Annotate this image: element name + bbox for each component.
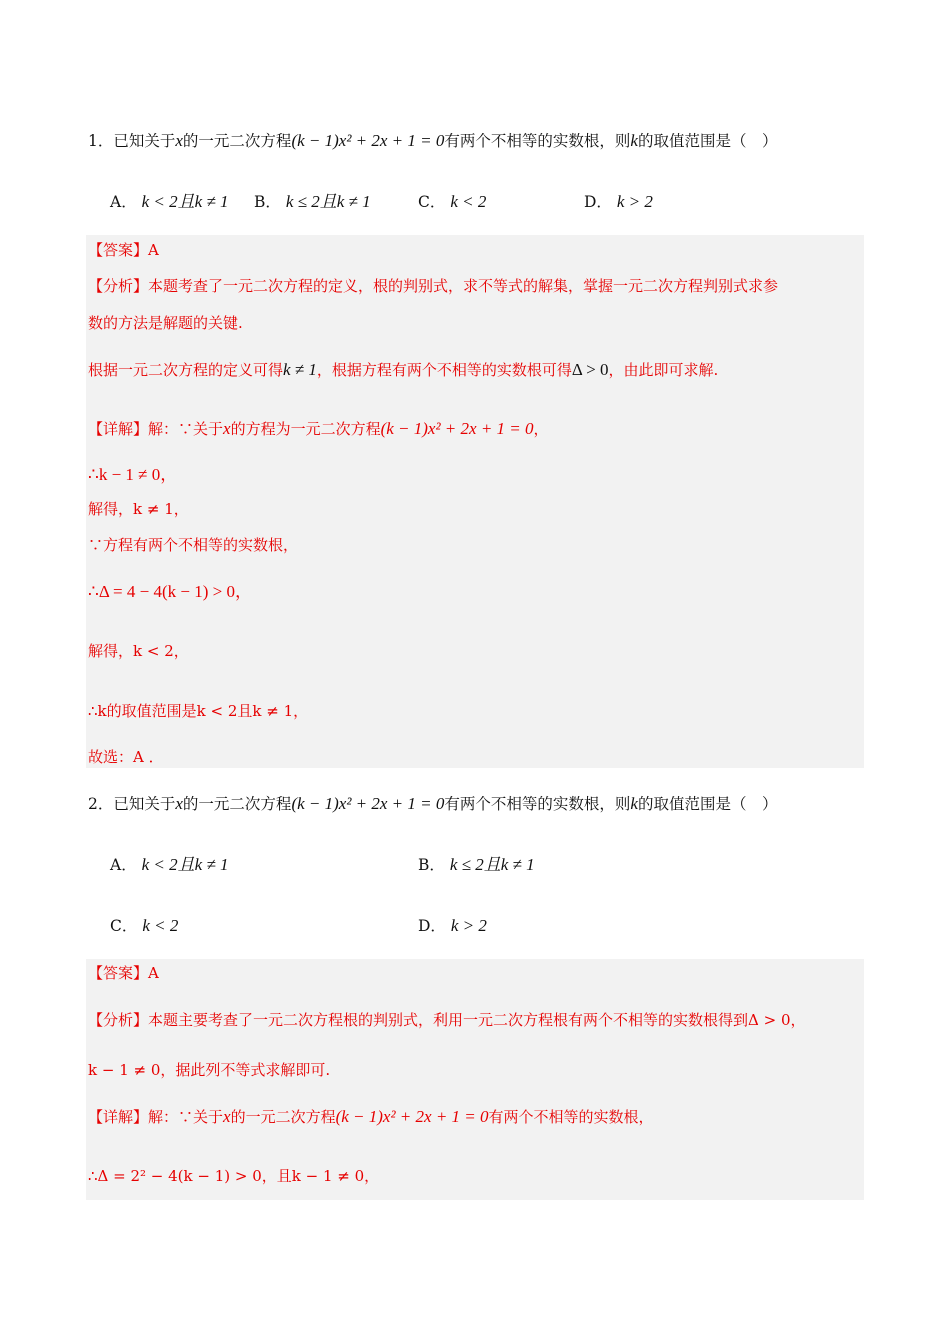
q1-step-7: 故选：A ． — [88, 748, 164, 766]
option-text: k ≤ 2且k ≠ 1 — [449, 855, 535, 874]
q1-detail-line — [88, 419, 549, 439]
q2-detail-line — [88, 1107, 654, 1127]
option-text: k ≤ 2且k ≠ 1 — [285, 192, 371, 211]
q1-stem-part: 1．已知关于 — [88, 132, 176, 150]
q1-option-d[interactable] — [584, 192, 653, 212]
q1-stem-part: 的取值范围是（ ） — [637, 132, 778, 150]
q1-analysis-part: ，由此即可求解. — [608, 361, 719, 379]
q1-detail-part: ， — [533, 420, 549, 438]
q2-stem-part: 有两个不相等的实数根，则 — [444, 795, 631, 813]
q2-option-d[interactable] — [418, 916, 487, 936]
question-1-stem — [88, 131, 777, 151]
q1-var-k: k — [630, 131, 638, 150]
q1-step-5: 解得，k < 2， — [88, 642, 189, 660]
q2-analysis-line-1: 【分析】本题主要考查了一元二次方程根的判别式，利用一元二次方程根有两个不相等的实数根得到Δ > 0， — [88, 1011, 806, 1029]
q2-equation: (k − 1)x² + 2x + 1 = 0 — [291, 794, 445, 813]
option-text: k > 2 — [450, 916, 487, 935]
q1-detail-equation: (k − 1)x² + 2x + 1 = 0 — [380, 419, 534, 438]
q1-analysis-line-2: 数的方法是解题的关键. — [88, 314, 243, 332]
q1-detail-part: 【详解】解：∵关于 — [88, 420, 224, 438]
option-label: D． — [584, 193, 612, 211]
q1-step-3: ∵方程有两个不相等的实数根， — [88, 536, 299, 554]
q1-stem-part: 有两个不相等的实数根，则 — [444, 132, 631, 150]
q1-detail-part: 的方程为一元二次方程 — [230, 420, 381, 438]
q2-stem-part: 的取值范围是（ ） — [637, 795, 778, 813]
q2-detail-part: 【详解】解：∵关于 — [88, 1108, 224, 1126]
q1-option-c[interactable] — [418, 192, 486, 212]
q1-analysis-part: 根据一元二次方程的定义可得 — [88, 361, 284, 379]
q2-analysis-line-2: k − 1 ≠ 0，据此列不等式求解即可. — [88, 1061, 331, 1079]
q2-stem-part: 2．已知关于 — [88, 795, 176, 813]
q1-stem-part: 的一元二次方程 — [182, 132, 292, 150]
option-text: k < 2且k ≠ 1 — [141, 855, 229, 874]
option-label: B． — [418, 856, 445, 874]
q1-step-4: ∴Δ = 4 − 4(k − 1) > 0， — [88, 582, 252, 601]
option-text: k < 2 — [142, 916, 179, 935]
q1-option-a[interactable] — [110, 192, 229, 212]
option-label: A． — [110, 193, 137, 211]
q2-detail-part: 的一元二次方程 — [230, 1108, 336, 1126]
q2-stem-part: 的一元二次方程 — [182, 795, 292, 813]
option-label: B． — [254, 193, 281, 211]
option-label: C． — [110, 917, 138, 935]
q1-analysis-math: Δ > 0 — [571, 360, 609, 379]
q2-step-1: ∴Δ = 2² − 4(k − 1) > 0，且k − 1 ≠ 0， — [88, 1167, 380, 1185]
q2-var-x: x — [175, 794, 183, 813]
q1-step-1: ∴k − 1 ≠ 0， — [88, 465, 178, 484]
q2-detail-equation: (k − 1)x² + 2x + 1 = 0 — [335, 1107, 489, 1126]
option-text: k < 2且k ≠ 1 — [141, 192, 229, 211]
q1-var-x: x — [175, 131, 183, 150]
option-label: D． — [418, 917, 446, 935]
q1-analysis-line-3 — [88, 360, 718, 380]
q1-step-2: 解得，k ≠ 1， — [88, 500, 189, 518]
q2-answer: 【答案】A — [88, 964, 159, 982]
q1-analysis-math: k ≠ 1 — [283, 360, 317, 379]
option-label: A． — [110, 856, 137, 874]
option-text: k > 2 — [616, 192, 653, 211]
q2-option-c[interactable] — [110, 916, 178, 936]
q2-detail-var: x — [223, 1107, 231, 1126]
q1-option-b[interactable] — [254, 192, 371, 212]
q2-option-b[interactable] — [418, 855, 535, 875]
q1-analysis-part: ，根据方程有两个不相等的实数根可得 — [316, 361, 572, 379]
q1-analysis-line-1: 【分析】本题考查了一元二次方程的定义，根的判别式，求不等式的解集，掌握一元二次方程判别式求参 — [88, 277, 779, 295]
q2-detail-part: 有两个不相等的实数根， — [488, 1108, 654, 1126]
q1-detail-var: x — [223, 419, 231, 438]
q1-step-6: ∴k的取值范围是k < 2且k ≠ 1， — [88, 702, 309, 720]
option-label: C． — [418, 193, 446, 211]
q1-answer: 【答案】A — [88, 241, 159, 259]
q2-var-k: k — [630, 794, 638, 813]
question-2-stem — [88, 794, 777, 814]
q2-option-a[interactable] — [110, 855, 229, 875]
option-text: k < 2 — [450, 192, 487, 211]
q1-equation: (k − 1)x² + 2x + 1 = 0 — [291, 131, 445, 150]
